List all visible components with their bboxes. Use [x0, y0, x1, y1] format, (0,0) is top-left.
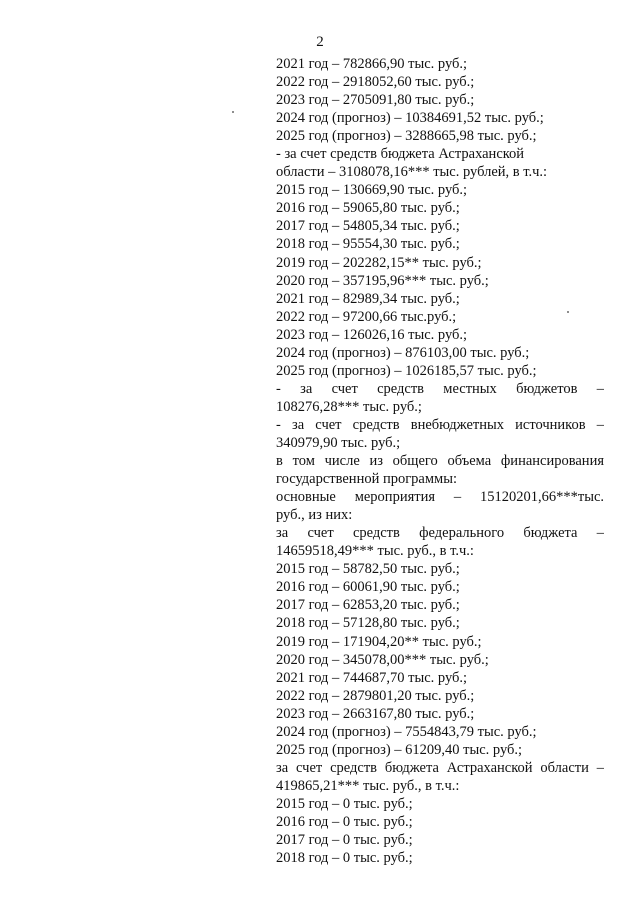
text-line: 2024 год (прогноз) – 7554843,79 тыс. руб.; [276, 723, 537, 740]
text-line: 2017 год – 0 тыс. руб.; [276, 832, 413, 849]
text-line: основные мероприятия – 15120201,66***тыс. [276, 489, 604, 506]
text-line: области – 3108078,16*** тыс. рублей, в т.ч.: [276, 164, 548, 181]
text-line: 14659518,49*** тыс. руб., в т.ч.: [276, 543, 474, 560]
text-line: 2023 год – 2705091,80 тыс. руб.; [276, 92, 475, 109]
text-line: 2022 год – 2918052,60 тыс. руб.; [276, 74, 475, 91]
text-line: 2021 год – 744687,70 тыс. руб.; [276, 669, 468, 686]
text-line: 2015 год – 0 тыс. руб.; [276, 795, 413, 812]
text-line: 2023 год – 126026,16 тыс. руб.; [276, 326, 468, 343]
text-line: руб., из них: [276, 507, 353, 524]
text-line: 2023 год – 2663167,80 тыс. руб.; [276, 705, 475, 722]
text-line: 2025 год (прогноз) – 1026185,57 тыс. руб.; [276, 362, 537, 379]
text-line: 2018 год – 0 тыс. руб.; [276, 850, 413, 867]
text-line: 2018 год – 57128,80 тыс. руб.; [276, 615, 460, 632]
text-line: 2021 год – 82989,34 тыс. руб.; [276, 290, 460, 307]
text-line: 108276,28*** тыс. руб.; [276, 398, 422, 415]
text-line: 2024 год (прогноз) – 876103,00 тыс. руб.; [276, 344, 530, 361]
text-line: 2025 год (прогноз) – 3288665,98 тыс. руб.; [276, 128, 537, 145]
text-line: 2015 год – 58782,50 тыс. руб.; [276, 561, 460, 578]
text-line: 2020 год – 357195,96*** тыс. руб.; [276, 272, 489, 289]
text-line: 2019 год – 171904,20** тыс. руб.; [276, 633, 482, 650]
text-line: 2021 год – 782866,90 тыс. руб.; [276, 56, 468, 72]
text-line: 2018 год – 95554,30 тыс. руб.; [276, 236, 460, 253]
text-line: - за счет средств местных бюджетов – [276, 380, 604, 397]
text-line: 2022 год – 2879801,20 тыс. руб.; [276, 687, 475, 704]
text-line: 2025 год (прогноз) – 61209,40 тыс. руб.; [276, 741, 523, 758]
scan-speck [232, 111, 234, 113]
text-line: 2016 год – 0 тыс. руб.; [276, 813, 413, 830]
text-line: 340979,90 тыс. руб.; [276, 434, 401, 451]
text-line: 2017 год – 54805,34 тыс. руб.; [276, 218, 460, 235]
text-line: 2024 год (прогноз) – 10384691,52 тыс. руб.; [276, 110, 544, 127]
text-line: - за счет средств внебюджетных источников – [276, 416, 604, 433]
text-line: 2019 год – 202282,15** тыс. руб.; [276, 254, 482, 271]
text-line: 2020 год – 345078,00*** тыс. руб.; [276, 651, 489, 668]
text-line: за счет средств бюджета Астраханской области – [276, 759, 604, 776]
text-line: государственной программы: [276, 471, 457, 488]
text-line: за счет средств федерального бюджета – [276, 525, 604, 542]
text-line: 2022 год – 97200,66 тыс.руб.; [276, 308, 457, 325]
text-line: 2016 год – 59065,80 тыс. руб.; [276, 200, 460, 217]
text-line: в том числе из общего объема финансирования [276, 453, 604, 470]
text-line: 2017 год – 62853,20 тыс. руб.; [276, 597, 460, 614]
document-body [276, 55, 604, 867]
page-number: 2 [316, 34, 324, 50]
text-line: - за счет средств бюджета Астраханской [276, 146, 525, 163]
text-line: 2015 год – 130669,90 тыс. руб.; [276, 182, 468, 199]
text-line: 2016 год – 60061,90 тыс. руб.; [276, 579, 460, 596]
text-line: 419865,21*** тыс. руб., в т.ч.: [276, 777, 460, 794]
